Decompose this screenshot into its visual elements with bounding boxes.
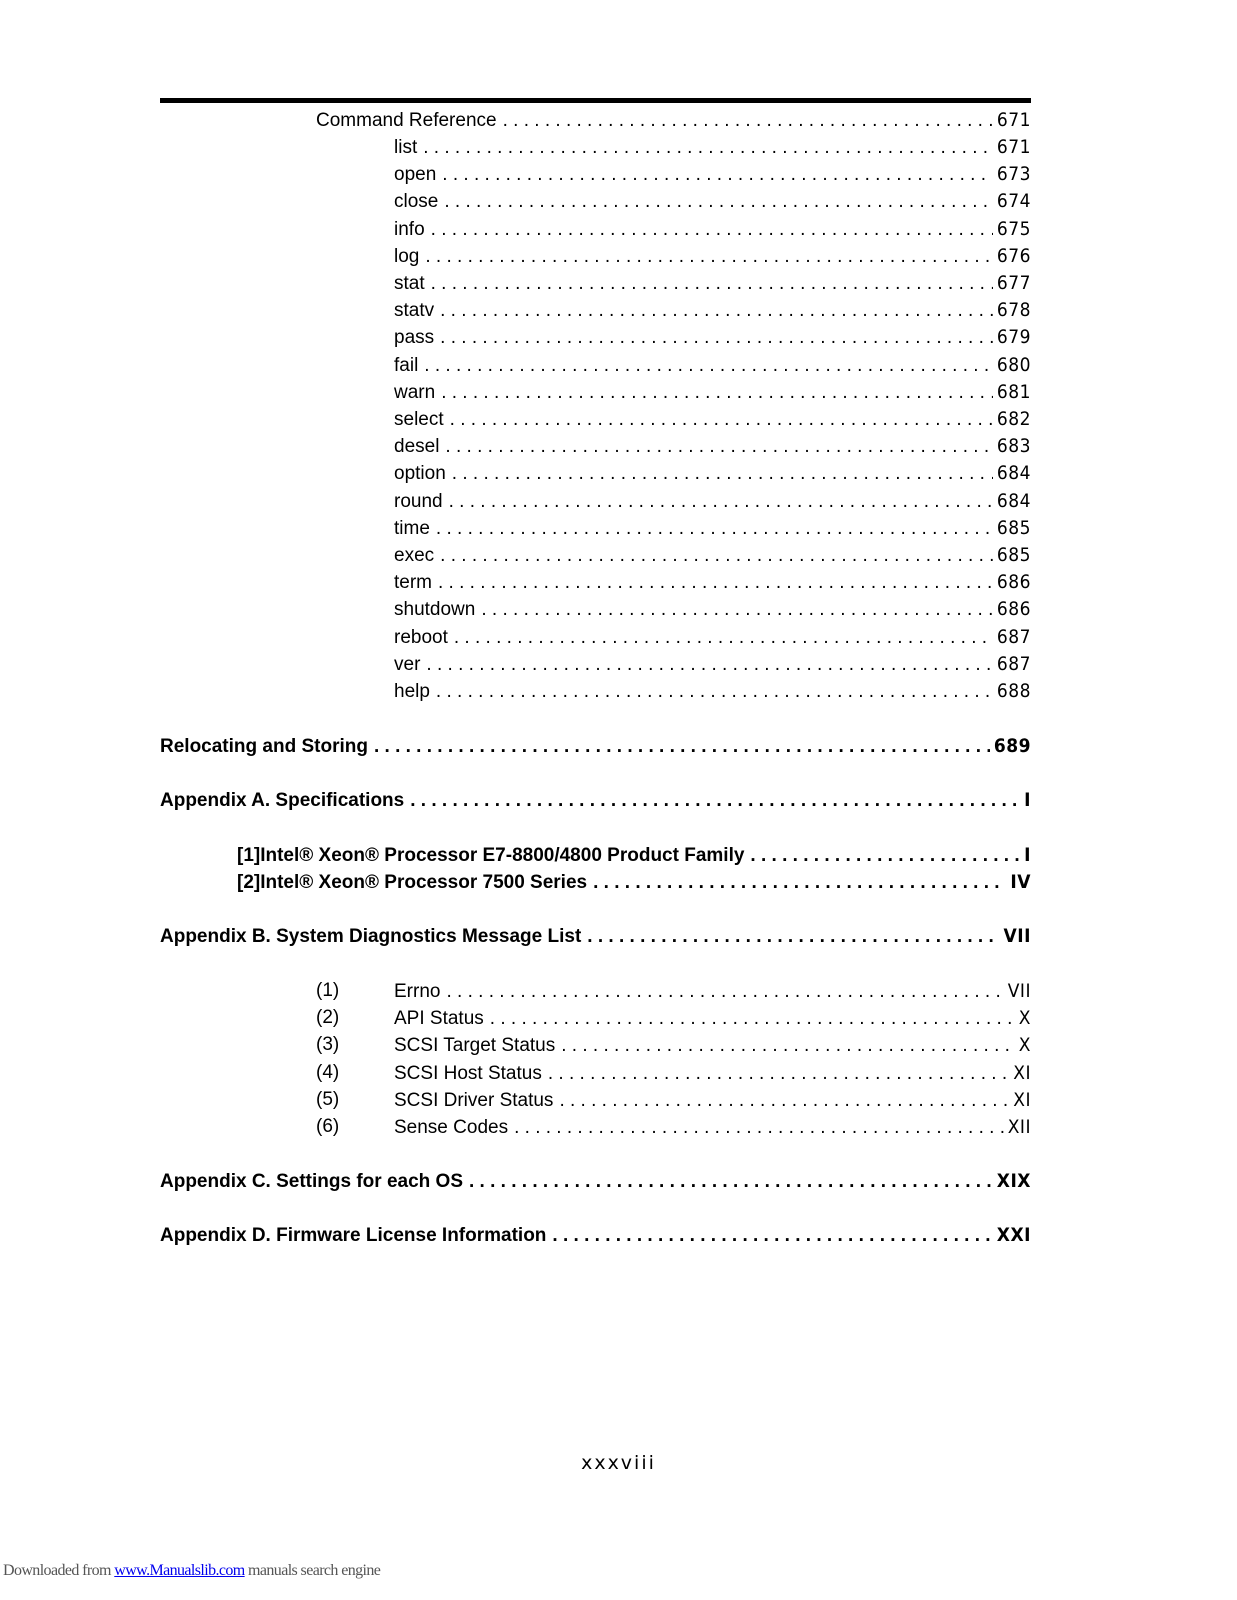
toc-entry-relocating[interactable] — [160, 734, 1031, 759]
toc-entry-appendix-c[interactable] — [160, 1169, 1031, 1194]
toc-entry-label: warn — [394, 381, 436, 403]
toc-entry-label: ver — [394, 653, 421, 675]
toc-entry-appendix-b[interactable] — [160, 924, 1031, 949]
toc-entry-page: IV — [1010, 871, 1031, 893]
toc-entry-page: 686 — [996, 571, 1031, 594]
dot-leader — [425, 245, 993, 269]
toc-entry-page: 688 — [996, 680, 1031, 702]
dot-leader — [424, 354, 993, 378]
toc-entry-appendix-d[interactable] — [160, 1223, 1031, 1248]
toc-entry-command[interactable] — [394, 353, 1031, 378]
toc-entry-label: statv — [394, 300, 435, 322]
toc-entry-appendix-a[interactable] — [160, 788, 1031, 813]
toc-entry-page: 671 — [996, 109, 1031, 131]
toc-entry-label: exec — [394, 545, 435, 566]
dot-leader — [436, 680, 993, 704]
dot-leader — [440, 326, 993, 350]
dot-leader — [593, 871, 1006, 895]
dot-leader — [559, 1089, 1009, 1113]
toc-entry-appendix-b-item[interactable] — [394, 1115, 1031, 1140]
toc-entry-page: 685 — [996, 544, 1031, 566]
toc-entry-label: SCSI Host Status — [394, 1062, 542, 1084]
download-footer — [3, 1562, 380, 1580]
toc-entry-page: VII — [1007, 980, 1031, 1002]
toc-entry-label: pass — [394, 327, 435, 349]
toc-entry-page: 676 — [996, 244, 1031, 267]
toc-item-number: (2) — [316, 1007, 340, 1029]
toc-entry-page: 685 — [996, 516, 1031, 539]
toc-entry-appendix-b-item[interactable] — [394, 1088, 1031, 1113]
toc-entry-page: 681 — [996, 380, 1031, 403]
toc-entry-label: reboot — [394, 626, 448, 648]
manualslib-link[interactable]: www.Manualslib.com — [114, 1562, 245, 1579]
toc-entry-label: close — [394, 191, 439, 213]
toc-entry-command[interactable] — [394, 543, 1031, 568]
dot-leader — [423, 136, 993, 160]
dot-leader — [426, 653, 992, 677]
dot-leader — [481, 598, 993, 622]
toc-entry-label: Relocating and Storing — [160, 736, 368, 757]
toc-entry-command[interactable] — [394, 217, 1031, 242]
dot-leader — [446, 980, 1003, 1004]
toc-entry-label: SCSI Driver Status — [394, 1089, 554, 1111]
toc-entry-label: [1]Intel® Xeon® Processor E7-8800/4800 Product Family — [237, 845, 745, 866]
toc-entry-page: 683 — [996, 435, 1031, 458]
toc-entry-label: Sense Codes — [394, 1117, 509, 1138]
toc-entry-label: list — [394, 137, 418, 158]
page-number: xxxviii — [581, 1452, 656, 1474]
toc-item-number: (5) — [316, 1088, 340, 1110]
toc-entry-command[interactable] — [394, 516, 1031, 541]
toc-item-number: (1) — [316, 980, 340, 1001]
toc-entry-command[interactable] — [394, 298, 1031, 323]
toc-entry-appendix-b-item[interactable] — [394, 1061, 1031, 1086]
dot-leader — [374, 735, 990, 759]
dot-leader — [514, 1116, 1004, 1140]
toc-entry-label: Appendix A. Specifications — [160, 790, 405, 811]
toc-entry-page: I — [1024, 789, 1031, 811]
toc-entry-page: 684 — [996, 462, 1031, 485]
toc-entry-label: Appendix D. Firmware License Information — [160, 1225, 547, 1246]
toc-entry-page: 684 — [996, 489, 1031, 512]
toc-entry-label: SCSI Target Status — [394, 1035, 556, 1057]
top-rule — [160, 98, 1031, 103]
toc-entry-command[interactable] — [394, 434, 1031, 459]
toc-entry-command[interactable] — [394, 679, 1031, 704]
dot-leader — [503, 109, 993, 133]
dot-leader — [410, 789, 1020, 813]
dot-leader — [587, 925, 999, 949]
toc-entry-label: [2]Intel® Xeon® Processor 7500 Series — [237, 872, 588, 893]
dot-leader — [454, 626, 993, 650]
toc-entry-command[interactable] — [394, 380, 1031, 405]
dot-leader — [441, 381, 993, 405]
toc-entry-label: log — [394, 245, 420, 267]
toc-entry-command[interactable] — [394, 597, 1031, 622]
dot-leader — [445, 435, 992, 459]
toc-entry-page: 677 — [996, 272, 1031, 294]
toc-entry-appendix-b-item[interactable] — [394, 979, 1031, 1004]
dot-leader — [444, 190, 993, 214]
dot-leader — [552, 1224, 992, 1248]
toc-entry-label: open — [394, 164, 437, 186]
toc-entry-appendix-a-2[interactable] — [237, 870, 1031, 895]
toc-entry-page: XII — [1007, 1116, 1031, 1138]
toc-entry-command[interactable] — [394, 461, 1031, 486]
toc-entry-command[interactable] — [394, 652, 1031, 677]
toc-entry-label: shutdown — [394, 599, 476, 621]
toc-entry-page: 675 — [996, 217, 1031, 240]
toc-entry-label: select — [394, 409, 444, 430]
toc-entry-command[interactable] — [394, 135, 1031, 160]
toc-entry-page: XIX — [996, 1170, 1031, 1192]
toc-entry-page: 674 — [996, 190, 1031, 213]
toc-entry-label: Command Reference — [316, 110, 497, 131]
toc-entry-command[interactable] — [394, 162, 1031, 187]
toc-entry-label: info — [394, 218, 425, 240]
toc-entry-label: Errno — [394, 981, 441, 1002]
toc-entry-label: Appendix B. System Diagnostics Message List — [160, 926, 582, 947]
toc-entry-label: fail — [394, 354, 419, 376]
toc-entry-label: round — [394, 490, 443, 512]
toc-entry-appendix-b-item[interactable] — [394, 1033, 1031, 1058]
toc-entry-page: 687 — [996, 652, 1031, 675]
footer-prefix: Downloaded from — [3, 1562, 115, 1579]
toc-entry-page: 686 — [996, 598, 1031, 621]
dot-leader — [490, 1007, 1015, 1031]
toc-entry-page: XXI — [996, 1224, 1031, 1246]
dot-leader — [431, 218, 993, 242]
toc-entry-page: VII — [1003, 925, 1031, 947]
dot-leader — [561, 1034, 1015, 1058]
dot-leader — [438, 571, 993, 595]
toc-entry-command[interactable] — [394, 489, 1031, 514]
toc-item-number: (3) — [316, 1034, 340, 1056]
toc-entry-page: X — [1018, 1007, 1031, 1030]
dot-leader — [440, 544, 993, 568]
toc-entry-label: time — [394, 517, 430, 539]
toc-entry-page: XI — [1013, 1088, 1031, 1111]
toc-entry-label: stat — [394, 273, 425, 294]
toc-entry-command[interactable] — [394, 325, 1031, 350]
dot-leader — [442, 163, 993, 187]
toc-entry-label: option — [394, 463, 446, 485]
toc-entry-label: help — [394, 681, 430, 702]
toc-entry-label: Appendix C. Settings for each OS — [160, 1171, 463, 1192]
toc-entry-page: 678 — [996, 299, 1031, 322]
dot-leader — [431, 272, 993, 296]
toc-entry-command[interactable] — [394, 271, 1031, 296]
toc-entry-page: 679 — [996, 326, 1031, 349]
dot-leader — [750, 844, 1020, 868]
toc-entry-appendix-a-1[interactable] — [237, 843, 1031, 868]
dot-leader — [469, 1170, 993, 1194]
toc-entry-command[interactable] — [394, 189, 1031, 214]
dot-leader — [450, 408, 993, 432]
toc-entry-appendix-b-item[interactable] — [394, 1006, 1031, 1031]
toc-entry-page: 671 — [996, 136, 1031, 158]
toc-entry-page: 689 — [993, 735, 1031, 757]
toc-entry-page: I — [1024, 844, 1031, 866]
toc-entry-page: 680 — [996, 353, 1031, 376]
dot-leader — [548, 1062, 1009, 1086]
footer-suffix: manuals search engine — [244, 1562, 381, 1579]
toc-entry-page: XI — [1013, 1061, 1031, 1084]
toc-entry-page: 682 — [996, 408, 1031, 430]
toc-entry-page: 673 — [996, 163, 1031, 186]
toc-entry-label: API Status — [394, 1008, 484, 1030]
toc-entry-command[interactable] — [394, 244, 1031, 269]
toc-entry-command-reference[interactable] — [316, 108, 1031, 133]
toc-entry-label: term — [394, 572, 432, 594]
dot-leader — [449, 490, 993, 514]
toc-entry-command[interactable] — [394, 570, 1031, 595]
toc-entry-command[interactable] — [394, 407, 1031, 432]
toc-item-number: (6) — [316, 1116, 340, 1137]
dot-leader — [452, 462, 993, 486]
toc-entry-page: X — [1018, 1034, 1031, 1057]
dot-leader — [440, 299, 993, 323]
toc-item-number: (4) — [316, 1061, 340, 1083]
toc-entry-label: desel — [394, 436, 440, 458]
toc-entry-page: 687 — [996, 625, 1031, 648]
dot-leader — [436, 517, 993, 541]
toc-entry-command[interactable] — [394, 625, 1031, 650]
